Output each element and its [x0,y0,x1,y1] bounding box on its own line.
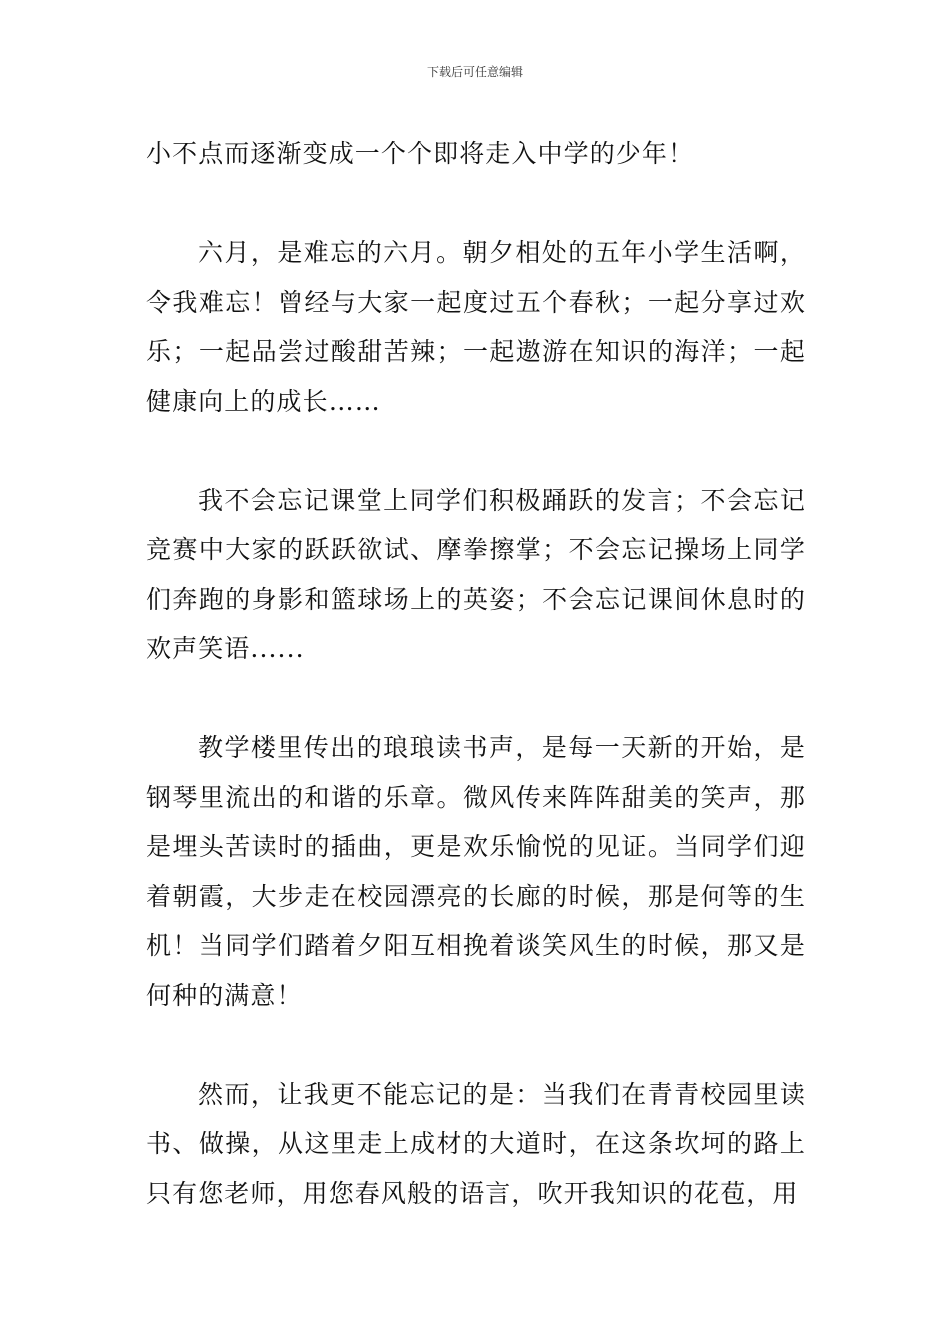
page-header: 下载后可任意编辑 [426,65,523,79]
paragraph-gap [146,179,806,229]
paragraph-1: 小不点而逐渐变成一个个即将走入中学的少年！ [146,139,695,168]
paragraph-3: 我不会忘记课堂上同学们积极踊跃的发言；不会忘记竞赛中大家的跃跃欲试、摩拳擦掌；不会忘记操场上同学们奔跑的身影和篮球场上的英姿；不会忘记课间休息时的欢声笑语...... [146,485,806,663]
paragraph-2: 六月，是难忘的六月。朝夕相处的五年小学生活啊，令我难忘！曾经与大家一起度过五个春秋；一起分享过欢乐；一起品尝过酸甜苦辣；一起遨游在知识的海洋；一起健康向上的成长…… [146,238,806,416]
paragraph-gap [146,1020,806,1070]
document-body [146,129,806,1218]
paragraph-gap [146,674,806,724]
paragraph-5: 然而，让我更不能忘记的是：当我们在青青校园里读书、做操，从这里走上成材的大道时，在这条坎坷的路上只有您老师，用您春风般的语言，吹开我知识的花苞，用 [146,1079,806,1208]
paragraph-gap [146,426,806,476]
paragraph-4: 教学楼里传出的琅琅读书声，是每一天新的开始，是钢琴里流出的和谐的乐章。微风传来阵阵甜美的笑声，那是埋头苦读时的插曲，更是欢乐愉悦的见证。当同学们迎着朝霞，大步走在校园漂亮的长廊的时候，那是何等的生机！当同学们踏着夕阳互相挽着谈笑风生的时候，那又是何种的满意！ [146,733,806,1010]
